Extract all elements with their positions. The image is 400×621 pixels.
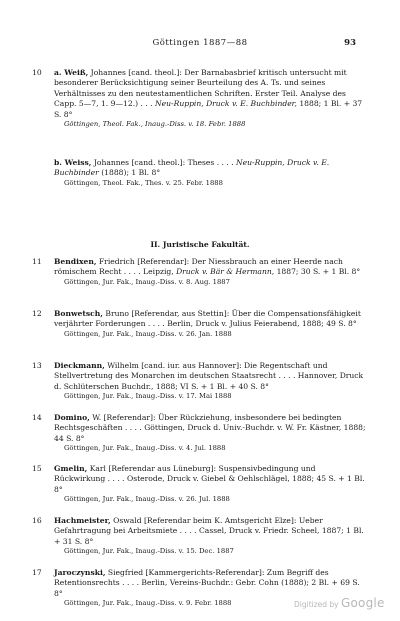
entry-number: 15	[32, 464, 42, 473]
entry-number: 16	[32, 516, 42, 525]
entry-number: 17	[32, 568, 42, 577]
entry-14	[32, 413, 368, 454]
entry-body: Siegfried [Kammergerichts-Referendar]: Zum Begriff des Retentionsrechts . . . . Berlin, Vereins-Buchdr.: Gebr. Cohn (1888); 2 Bl. + 69 S. 8°	[54, 568, 360, 598]
entry-body: Johannes [cand. theol.]: Der Barnabasbrief kritisch untersucht mit besonderer Berücksichtigung seiner Beurteilung des A. Ts. und seines Verhältnisses zu den neutestamentlichen Schriften. Erster Teil. Analyse des Capp. 5—7, 1. 9—12.) . . .	[54, 68, 347, 109]
entry-number: 11	[32, 257, 42, 266]
entry-body-end: (1888); 1 Bl. 8°	[98, 168, 161, 178]
entry-author: Domino,	[54, 413, 90, 422]
entry-dissertation-note: Göttingen, Jur. Fak., Inaug.-Diss. v. 26. Jan. 1888	[64, 329, 232, 338]
entry-author: Gmelin,	[54, 464, 88, 473]
entry-text	[54, 158, 368, 179]
page-number: 93	[344, 38, 356, 48]
entry-11	[32, 257, 368, 287]
google-logo: Google	[341, 596, 385, 610]
entry-10a	[32, 68, 368, 130]
entry-dissertation-note: Göttingen, Theol. Fak., Inaug.-Diss. v. 18. Febr. 1888	[64, 120, 246, 129]
entry-body-end: 1887; 30 S. + 1 Bl. 8°	[274, 267, 361, 277]
entry-dissertation-note: Göttingen, Jur. Fak., Inaug.-Diss. v. 4. Jul. 1888	[64, 444, 226, 453]
entry-text	[54, 68, 368, 120]
entry-body: Oswald [Referendar beim K. Amtsgericht Elze]: Ueber Gefahrtragung bei Arbeitsmiete . . . . Cassel, Druck v. Friedr. Scheel, 1887; 1 Bl. + 31 S. 8°	[54, 516, 364, 546]
entry-publisher: Druck v. Bär & Hermann,	[176, 267, 275, 277]
entry-number: 10	[32, 68, 42, 77]
entry-author: Bendixen,	[54, 257, 97, 266]
entry-text	[54, 568, 368, 599]
entry-12	[32, 309, 368, 339]
entry-body: Johannes [cand. theol.]: Theses . . . .	[91, 158, 237, 167]
entry-text	[54, 361, 368, 392]
entry-publisher: Neu-Ruppin, Druck v. E. Buchbinder,	[155, 99, 297, 109]
entry-15	[32, 464, 368, 505]
entry-body: Wilhelm [cand. iur. aus Hannover]: Die Regentschaft und Stellvertretung des Monarchen im deutschen Staatsrecht . . . . Hannover, Druck d. Schlüterschen Buchdr., 1888; VI S. + 1 Bl. + 40 S. 8°	[54, 361, 364, 391]
entry-body-end: 1888; 1 Bl. + 37 S. 8°	[54, 99, 363, 119]
entry-author: Hachmeister,	[54, 516, 111, 525]
entry-author: a. Weiß,	[54, 68, 89, 77]
entry-author: Jaroczynski,	[54, 568, 106, 577]
entry-text	[54, 516, 368, 547]
entry-dissertation-note: Göttingen, Jur. Fak., Inaug.-Diss. v. 26. Jul. 1888	[64, 495, 230, 504]
entry-dissertation-note: Göttingen, Jur. Fak., Inaug.-Diss. v. 9. Febr. 1888	[64, 599, 232, 608]
entry-author: Bonwetsch,	[54, 309, 103, 318]
digitized-watermark	[294, 596, 385, 610]
entry-13	[32, 361, 368, 402]
entry-body: Bruno [Referendar, aus Stettin]: Über die Compensationsfähigkeit verjährter Forderungen . . . . Berlin, Druck v. Julius Feierabend, 1888; 49 S. 8°	[54, 309, 361, 329]
entry-body: Friedrich [Referendar]: Der Niessbrauch an einer Heerde nach römischem Recht . . . . Leipzig,	[54, 257, 343, 277]
entry-text	[54, 464, 368, 495]
entry-10b	[32, 158, 368, 188]
entry-number: 14	[32, 413, 42, 422]
entry-text	[54, 257, 368, 278]
entry-text	[54, 413, 368, 444]
section-title: II. Juristische Fakultät.	[150, 240, 250, 249]
entry-number: 13	[32, 361, 42, 370]
entry-author: Dieckmann,	[54, 361, 105, 370]
watermark-prefix: Digitized by	[294, 600, 339, 609]
entry-author: b. Weiss,	[54, 158, 92, 167]
entry-body: W. [Referendar]: Über Rückziehung, insbesondere bei bedingten Rechtsgeschäften . . . . Göttingen, Druck d. Univ.-Buchdr. v. W. Fr. Kästner, 1888; 44 S. 8°	[54, 413, 366, 443]
entry-dissertation-note: Göttingen, Jur. Fak., Inaug.-Diss. v. 15. Dec. 1887	[64, 547, 234, 556]
entry-text	[54, 309, 368, 330]
entry-16	[32, 516, 368, 557]
entry-dissertation-note: Göttingen, Theol. Fak., Thes. v. 25. Febr. 1888	[64, 178, 223, 187]
entry-dissertation-note: Göttingen, Jur. Fak., Inaug.-Diss. v. 8. Aug. 1887	[64, 277, 230, 286]
running-header	[0, 38, 400, 52]
entry-body: Karl [Referendar aus Lüneburg]: Suspensivbedingung und Rückwirkung . . . . Osterode, Druck v. Giebel & Oehlschlägel, 1888; 45 S. + 1 Bl. 8°	[54, 464, 365, 494]
entry-number: 12	[32, 309, 42, 318]
entry-dissertation-note: Göttingen, Jur. Fak., Inaug.-Diss. v. 17. Mai 1888	[64, 392, 232, 401]
entry-publisher: Neu-Ruppin, Druck v. E. Buchbinder	[54, 158, 330, 178]
header-title: Göttingen 1887—88	[152, 38, 248, 48]
